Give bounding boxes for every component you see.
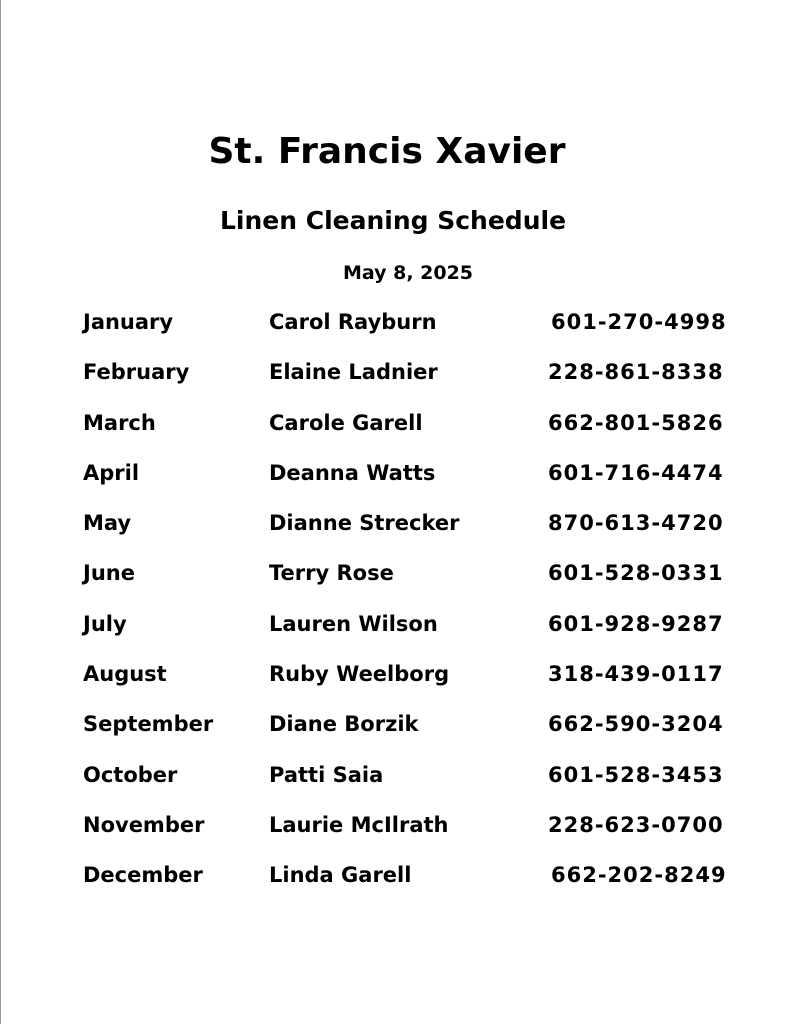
phone-cell: 601-528-0331 <box>548 561 724 586</box>
name-cell: Dianne Strecker <box>269 511 460 536</box>
name-cell: Lauren Wilson <box>269 611 438 636</box>
schedule-row <box>1 407 791 457</box>
phone-cell: 662-202-8249 <box>551 863 727 888</box>
month-cell: May <box>83 511 132 536</box>
name-cell: Carol Rayburn <box>269 310 437 334</box>
name-cell: Carole Garell <box>269 410 423 435</box>
schedule-row <box>1 658 791 708</box>
month-cell: September <box>83 712 214 737</box>
name-cell: Deanna Watts <box>269 460 436 485</box>
phone-cell: 228-861-8338 <box>548 360 724 385</box>
phone-cell: 228-623-0700 <box>548 812 724 837</box>
phone-cell: 662-590-3204 <box>548 712 724 737</box>
schedule-row <box>1 809 791 859</box>
name-cell: Patti Saia <box>269 762 384 787</box>
phone-cell: 601-528-3453 <box>548 762 724 787</box>
schedule-row <box>1 356 791 406</box>
phone-cell: 318-439-0117 <box>548 662 724 687</box>
month-cell: March <box>83 410 156 435</box>
schedule-row <box>1 457 791 507</box>
phone-cell: 601-716-4474 <box>548 460 724 485</box>
month-cell: November <box>83 812 205 837</box>
month-cell: August <box>83 662 167 687</box>
schedule-row <box>1 608 791 658</box>
schedule-table <box>1 306 791 910</box>
document-date: May 8, 2025 <box>342 262 474 284</box>
schedule-row <box>1 507 791 557</box>
schedule-row <box>1 306 791 356</box>
month-cell: February <box>83 360 190 385</box>
name-cell: Laurie McIlrath <box>269 812 449 837</box>
schedule-row <box>1 708 791 758</box>
month-cell: October <box>83 762 178 787</box>
phone-cell: 601-270-4998 <box>551 310 727 334</box>
name-cell: Diane Borzik <box>269 712 419 737</box>
phone-cell: 662-801-5826 <box>548 410 724 435</box>
month-cell: December <box>83 863 203 888</box>
document-subtitle: Linen Cleaning Schedule <box>219 206 567 235</box>
name-cell: Linda Garell <box>269 863 412 888</box>
name-cell: Elaine Ladnier <box>269 360 438 385</box>
month-cell: June <box>83 561 135 586</box>
phone-cell: 870-613-4720 <box>548 511 724 536</box>
schedule-row <box>1 759 791 809</box>
schedule-row <box>1 557 791 607</box>
name-cell: Ruby Weelborg <box>269 662 450 687</box>
schedule-row <box>1 859 791 909</box>
phone-cell: 601-928-9287 <box>548 611 724 636</box>
name-cell: Terry Rose <box>269 561 394 586</box>
document-title: St. Francis Xavier <box>208 131 566 172</box>
month-cell: April <box>83 460 140 485</box>
month-cell: July <box>83 611 127 636</box>
month-cell: January <box>83 310 174 334</box>
